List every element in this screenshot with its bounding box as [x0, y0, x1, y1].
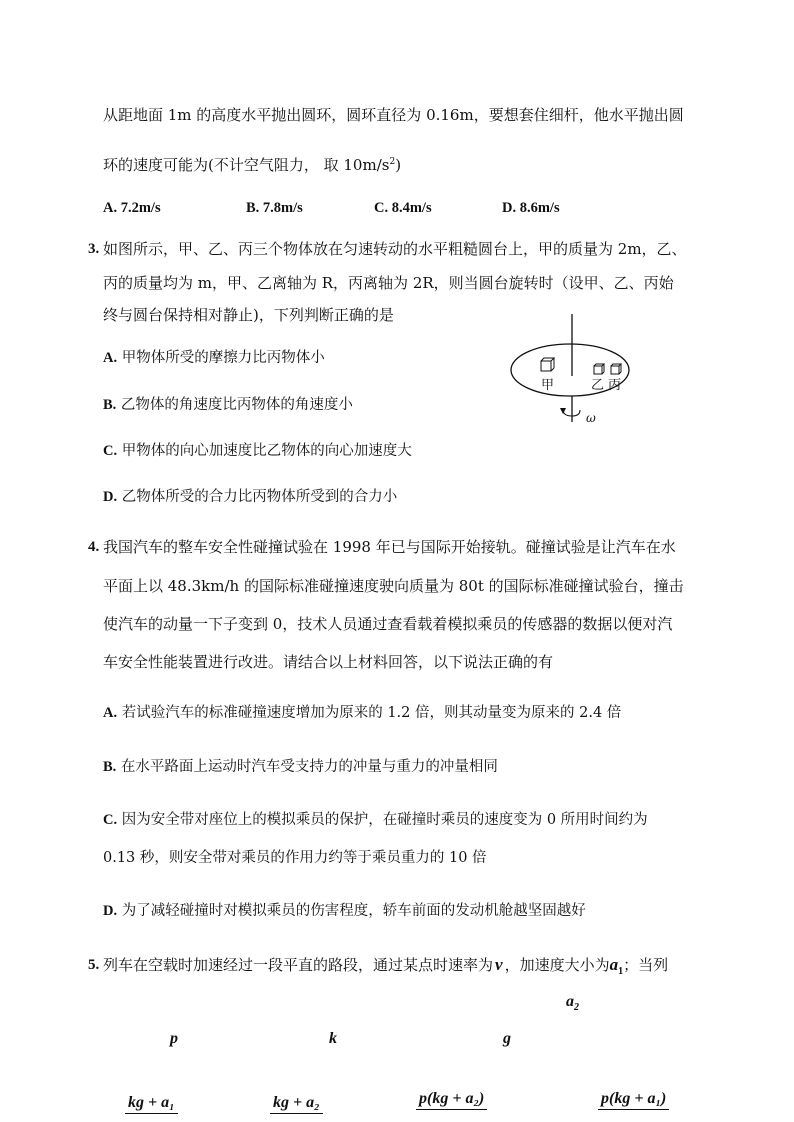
q5-float-a2-base: a	[566, 993, 574, 1010]
q4-option-b[interactable]	[103, 757, 498, 777]
q5-stem-text-a: 列车在空载时加速经过一段平直的路段，通过某点时速率为	[103, 956, 494, 974]
label-yi: 乙	[591, 378, 605, 393]
q5-fraction-d-numerator: p(kg + a₁)	[598, 1090, 669, 1110]
label-bing: 丙	[608, 378, 622, 393]
q4-number: 4.	[88, 539, 100, 555]
q4-option-a-letter: A.	[103, 705, 118, 721]
q5-fraction-d	[598, 1090, 669, 1116]
q3-option-a-text: 甲物体所受的摩擦力比丙物体小	[121, 350, 325, 366]
q2-stem-line2	[103, 152, 401, 175]
q3-stem-line1: 如图所示，甲、乙、丙三个物体放在匀速转动的水平粗糙圆台上，甲的质量为 2m，乙、	[103, 240, 687, 258]
q2-option-b[interactable]: B. 7.8m/s	[246, 200, 303, 216]
q2-stem-line2-text: 环的速度可能为(不计空气阻力， 取 10m/s	[103, 156, 390, 174]
q2-option-a[interactable]: A. 7.2m/s	[103, 200, 161, 216]
q3-stem-line3: 终与圆台保持相对静止)，下列判断正确的是	[103, 306, 394, 324]
q5-stem-text-c: ；当列	[623, 956, 669, 974]
q5-float-k: k	[329, 1030, 337, 1047]
q2-stem-line2-end: )	[395, 156, 402, 174]
cube-yi-icon	[594, 364, 604, 374]
q4-option-a[interactable]	[103, 703, 621, 723]
q5-var-v: v	[495, 955, 503, 974]
label-jia: 甲	[541, 378, 555, 393]
q5-float-g: g	[503, 1030, 511, 1047]
q4-option-d[interactable]	[103, 901, 586, 921]
q3-option-a[interactable]	[103, 348, 325, 368]
q5-number: 5.	[88, 957, 100, 973]
q4-option-c-text: 因为安全带对座位上的模拟乘员的保护，在碰撞时乘员的速度变为 0 所用时间约为	[121, 812, 648, 828]
rotation-arrow-icon	[560, 408, 580, 416]
omega-label: ω	[586, 411, 596, 425]
q4-option-d-letter: D.	[103, 903, 118, 919]
q5-var-a1-sub: 1	[618, 966, 624, 977]
q4-stem-line1: 我国汽车的整车安全性碰撞试验在 1998 年已与国际开始接轨。碰撞试验是让汽车在水	[103, 538, 676, 556]
q3-option-c-text: 甲物体的向心加速度比乙物体的向心加速度大	[121, 443, 412, 459]
q5-float-a2-sub: 2	[574, 1002, 579, 1014]
q4-option-c-text-2: 0.13 秒，则安全带对乘员的作用力约等于乘员重力的 10 倍	[103, 850, 487, 866]
q3-option-b-letter: B.	[103, 397, 117, 413]
q4-option-b-text: 在水平路面上运动时汽车受支持力的冲量与重力的冲量相同	[120, 759, 498, 775]
q3-option-d[interactable]	[103, 487, 397, 507]
q4-option-a-text: 若试验汽车的标准碰撞速度增加为原来的 1.2 倍，则其动量变为原来的 2.4 倍	[121, 705, 622, 721]
q4-stem-line2: 平面上以 48.3km/h 的国际标准碰撞速度驶向质量为 80t 的国际标准碰撞试验台，撞击	[103, 577, 684, 595]
q5-fraction-c-numerator: p(kg + a₂)	[416, 1090, 487, 1110]
q5-stem-text-b: ，加速度大小为	[504, 956, 610, 974]
q5-fraction-c	[416, 1090, 487, 1116]
q4-option-c-letter: C.	[103, 812, 118, 828]
q5-fraction-c-denominator	[416, 1110, 487, 1116]
q4-option-d-text: 为了减轻碰撞时对模拟乘员的伤害程度，轿车前面的发动机舱越坚固越好	[121, 903, 586, 919]
q5-var-a1: a	[609, 955, 619, 974]
q5-float-p: p	[170, 1030, 178, 1047]
q3-option-c-letter: C.	[103, 443, 118, 459]
q3-option-a-letter: A.	[103, 350, 118, 366]
q5-fraction-a-denominator	[125, 1114, 178, 1120]
q2-stem-line1: 从距地面 1m 的高度水平抛出圆环，圆环直径为 0.16m，要想套住细杆，他水平抛出圆	[103, 106, 684, 124]
cube-bing-icon	[611, 364, 621, 374]
q4-stem-line3: 使汽车的动量一下子变到 0，技术人员通过查看载着模拟乘员的传感器的数据以便对汽	[103, 615, 673, 633]
q3-option-b[interactable]	[103, 395, 353, 415]
q3-number: 3.	[88, 241, 100, 257]
q2-option-c[interactable]: C. 8.4m/s	[374, 200, 432, 216]
q4-stem-line4: 车安全性能装置进行改进。请结合以上材料回答，以下说法正确的有	[103, 653, 554, 671]
q4-option-b-letter: B.	[103, 759, 117, 775]
q4-option-c-continued	[103, 848, 487, 868]
q5-fraction-d-denominator	[598, 1110, 669, 1116]
q5-fraction-a-numerator: kg + a₁	[125, 1094, 178, 1114]
q4-option-c[interactable]	[103, 810, 648, 830]
q5-fraction-a	[125, 1094, 178, 1120]
cube-jia-icon	[541, 358, 554, 371]
q2-stem-superscript: 2	[389, 157, 396, 167]
q3-option-b-text: 乙物体的角速度比丙物体的角速度小	[120, 397, 353, 413]
q3-option-c[interactable]	[103, 441, 412, 461]
q5-fraction-b-denominator	[270, 1114, 323, 1120]
q2-option-d[interactable]: D. 8.6m/s	[502, 200, 560, 216]
q3-option-d-text: 乙物体所受的合力比丙物体所受到的合力小	[121, 489, 398, 505]
q5-float-a2	[566, 993, 579, 1013]
q5-stem-line1	[103, 955, 668, 982]
rotating-table-figure	[500, 310, 660, 430]
q5-fraction-b-numerator: kg + a₂	[270, 1094, 323, 1114]
q3-stem-line2: 丙的质量均为 m，甲、乙离轴为 R，丙离轴为 2R，则当圆台旋转时（设甲、乙、丙始	[103, 274, 674, 292]
q3-option-d-letter: D.	[103, 489, 118, 505]
q5-fraction-b	[270, 1094, 323, 1120]
